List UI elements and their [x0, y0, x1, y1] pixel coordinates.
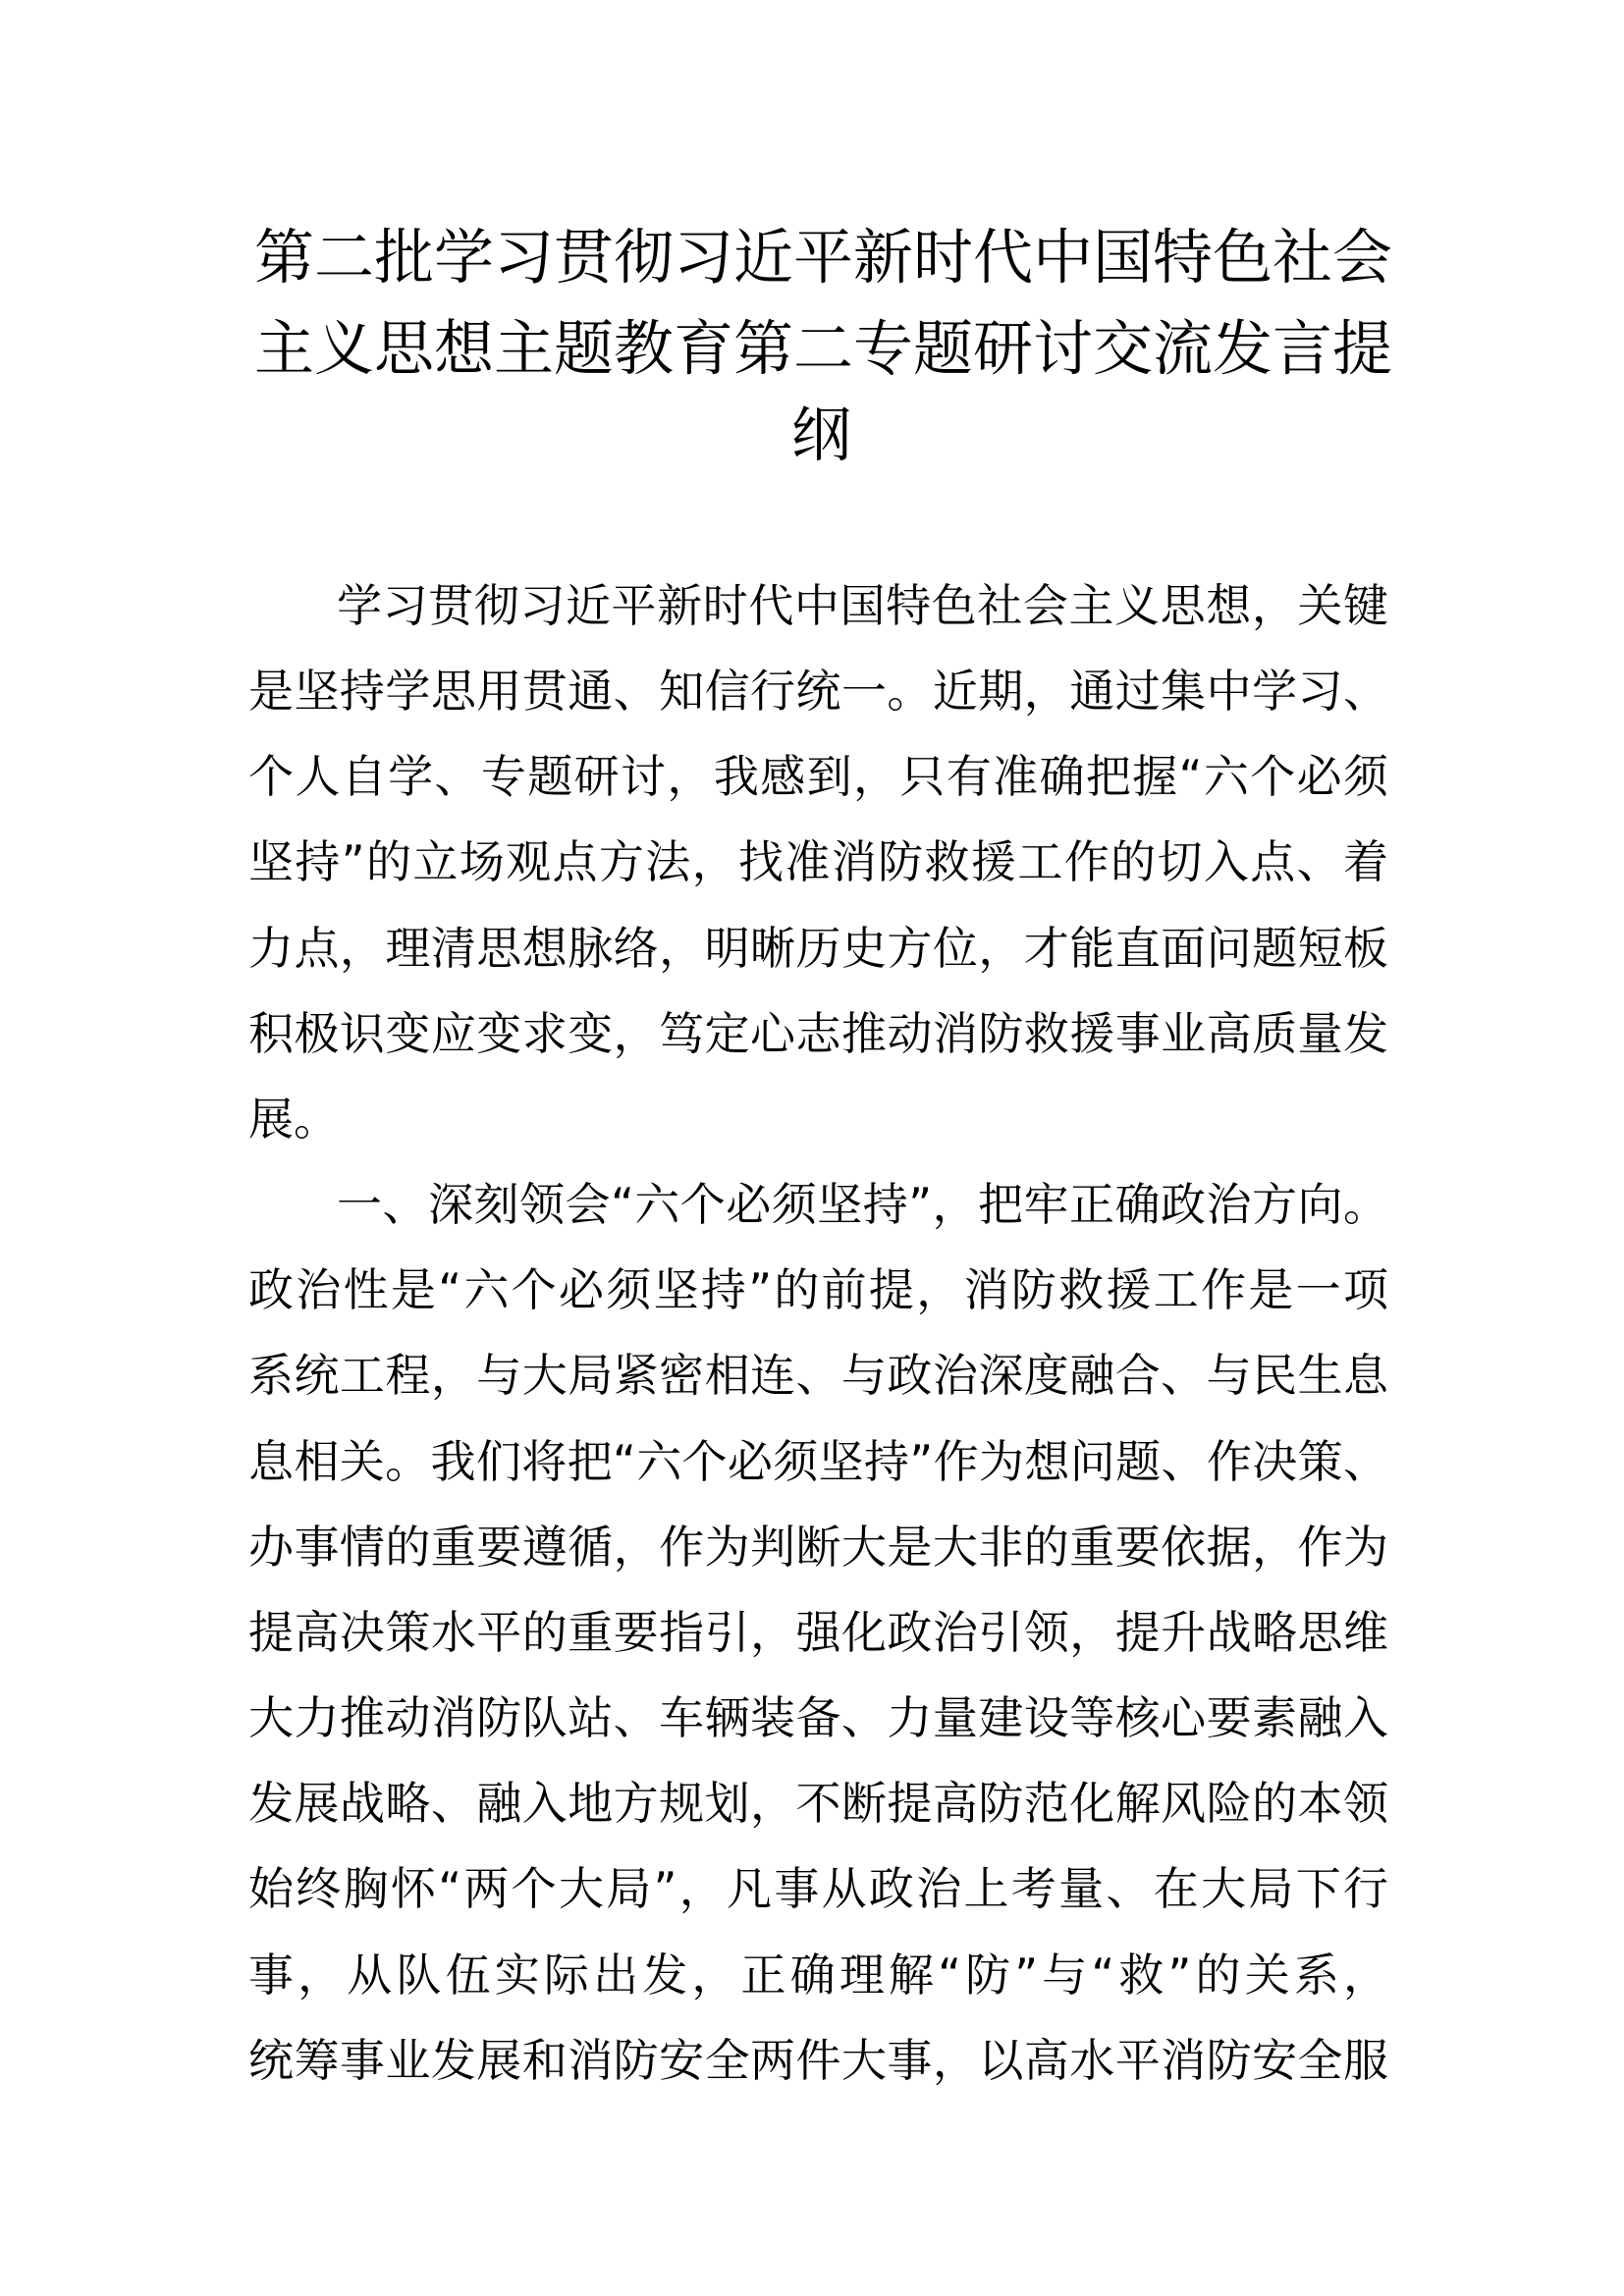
body-line: 办事情的重要遵循，作为判断大是大非的重要依据，作为: [248, 1521, 1388, 1574]
body-line: 学习贯彻习近平新时代中国特色社会主义思想，关键: [337, 579, 1388, 632]
body-line: 提高决策水平的重要指引，强化政治引领，提升战略思维: [248, 1606, 1388, 1659]
body-line: 大力推动消防队站、车辆装备、力量建设等核心要素融入: [248, 1691, 1388, 1744]
body-line: 始终胸怀“两个大局”，凡事从政治上考量、在大局下行: [248, 1862, 1388, 1915]
body-line: 积极识变应变求变，笃定心志推动消防救援事业高质量发: [248, 1007, 1388, 1060]
body-line: 个人自学、专题研讨，我感到，只有准确把握“六个必须: [248, 750, 1388, 803]
body-line: 力点，理清思想脉络，明晰历史方位，才能直面问题短板: [248, 922, 1388, 975]
body-line: 系统工程，与大局紧密相连、与政治深度融合、与民生息: [248, 1349, 1388, 1402]
body-line: 政治性是“六个必须坚持”的前提，消防救援工作是一项: [248, 1263, 1388, 1316]
title-line-2: 主义思想主题教育第二专题研讨交流发言提: [254, 314, 1393, 384]
body-line: 息相关。我们将把“六个必须坚持”作为想问题、作决策、: [248, 1435, 1388, 1488]
body-line: 事，从队伍实际出发，正确理解“防”与“救”的关系，: [248, 1949, 1388, 2002]
title-line-1: 第二批学习贯彻习近平新时代中国特色社会: [254, 223, 1393, 293]
body-line: 是坚持学思用贯通、知信行统一。近期，通过集中学习、: [248, 665, 1388, 718]
body-line: 统筹事业发展和消防安全两件大事，以高水平消防安全服: [248, 2034, 1388, 2087]
title-line-3: 纲: [790, 400, 851, 470]
body-line: 坚持”的立场观点方法，找准消防救援工作的切入点、着: [248, 835, 1388, 888]
body-line: 展。: [248, 1093, 339, 1146]
section-heading-1: 一、深刻领会“六个必须坚持”，把牢正确政治方向。: [337, 1178, 1388, 1231]
body-line: 发展战略、融入地方规划，不断提高防范化解风险的本领: [248, 1777, 1388, 1830]
